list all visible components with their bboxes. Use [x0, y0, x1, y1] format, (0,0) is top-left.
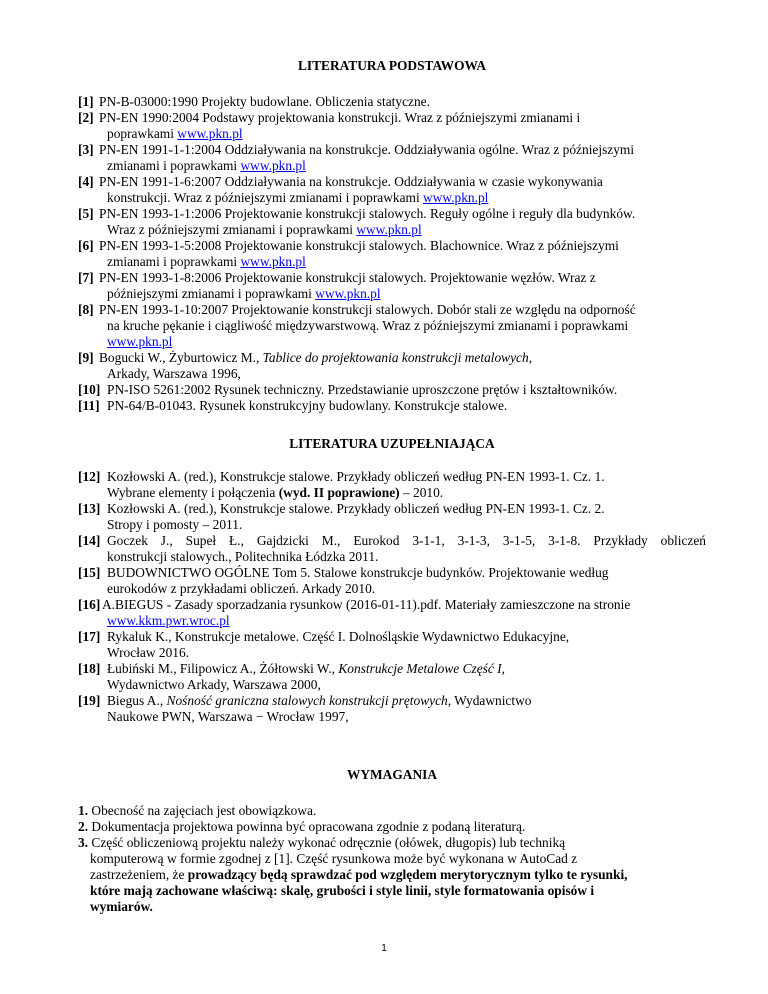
ref-text: zmianami i poprawkami [107, 158, 241, 173]
ref-number: [15] [78, 565, 101, 580]
req-emphasis: prowadzący będą sprawdzać pod względem merytorycznym tylko te rysunki, [187, 867, 628, 882]
ref-number: [1] [78, 94, 94, 109]
ref-text: późniejszymi zmianami i poprawkami [107, 286, 316, 301]
pkn-link[interactable]: www.pkn.pl [177, 126, 243, 141]
req-emphasis: które mają zachowane właściwą: skalę, grubości i style linii, style formatowania opisów i [90, 883, 595, 898]
ref-text: Naukowe PWN, Warszawa − Wrocław 1997, [107, 709, 349, 724]
page-number: 1 [381, 943, 387, 954]
ref-text: Wydawnictwo [451, 693, 532, 708]
ref-text: PN-EN 1993-1-1:2006 Projektowanie konstrukcji stalowych. Reguły ogólne i reguły dla budynków. [99, 206, 636, 221]
req-emphasis: wymiarów. [90, 899, 153, 914]
ref-number: [18] [78, 661, 101, 676]
ref-text: Goczek J., Supeł Ł., Gajdzicki M., Eurokod 3-1-1, 3-1-3, 3-1-5, 3-1-8. Przykłady obliczeń [107, 533, 706, 548]
document-page [78, 58, 706, 915]
ref-text: konstrukcji stalowych., Politechnika Łódzka 2011. [107, 549, 379, 564]
ref-number: [19] [78, 693, 101, 708]
ref-number: [2] [78, 110, 94, 125]
ref-number: [13] [78, 501, 101, 516]
list-item [78, 94, 706, 110]
ref-number: [8] [78, 302, 94, 317]
list-item [78, 629, 706, 661]
list-item [78, 174, 706, 206]
requirements-list [78, 803, 706, 915]
ref-number: [6] [78, 238, 94, 253]
ref-text: – 2010. [399, 485, 444, 500]
pkn-link[interactable]: www.pkn.pl [315, 286, 381, 301]
list-item [78, 819, 706, 835]
req-number: 1. [78, 803, 89, 818]
pkn-link[interactable]: www.pkn.pl [240, 254, 306, 269]
ref-text: Rykaluk K., Konstrukcje metalowe. Część I. Dolnośląskie Wydawnictwo Edukacyjne, [107, 629, 570, 644]
ref-number: [14] [78, 533, 101, 548]
list-item [78, 565, 706, 597]
ref-text: PN-EN 1991-1-1:2004 Oddziaływania na konstrukcje. Oddziaływania ogólne. Wraz z późniejszymi [99, 142, 635, 157]
list-item [78, 597, 706, 629]
ref-text: Łubiński M., Filipowicz A., Żółtowski W., [107, 661, 339, 676]
ref-text: Kozłowski A. (red.), Konstrukcje stalowe. Przykłady obliczeń według PN-EN 1993-1. Cz. 1. [107, 469, 605, 484]
list-item [78, 469, 706, 501]
ref-text: PN-EN 1993-1-10:2007 Projektowanie konstrukcji stalowych. Dobór stali ze względu na odporność [99, 302, 636, 317]
ref-number: [17] [78, 629, 101, 644]
ref-text: Wraz z późniejszymi zmianami i poprawkami [107, 222, 357, 237]
list-item [78, 803, 706, 819]
ref-text: Kozłowski A. (red.), Konstrukcje stalowe. Przykłady obliczeń według PN-EN 1993-1. Cz. 2. [107, 501, 605, 516]
ref-text: A.BIEGUS - Zasady sporzadzania rysunkow (2016-01-11).pdf. Materiały zamieszczone na stronie [102, 597, 631, 612]
ref-text: eurokodów z przykładami obliczeń. Arkady 2010. [107, 581, 376, 596]
list-item [78, 533, 706, 565]
pkn-link[interactable]: www.pkn.pl [356, 222, 422, 237]
ref-text: Arkady, Warszawa 1996, [107, 366, 241, 381]
kkm-link[interactable]: www.kkm.pwr.wroc.pl [107, 613, 230, 628]
req-text: Obecność na zajęciach jest obowiązkowa. [88, 803, 317, 818]
list-item [78, 238, 706, 270]
ref-number: [10] [78, 382, 101, 397]
ref-text: PN-64/B-01043. Rysunek konstrukcyjny budowlany. Konstrukcje stalowe. [107, 398, 508, 413]
ref-text: PN-B-03000:1990 Projekty budowlane. Obliczenia statyczne. [99, 94, 430, 109]
req-number: 2. [78, 819, 89, 834]
ref-text: Wydawnictwo Arkady, Warszawa 2000, [107, 677, 321, 692]
basic-literature-list [78, 94, 706, 414]
ref-text: PN-ISO 5261:2002 Rysunek techniczny. Przedstawianie uproszczone prętów i kształtowników. [107, 382, 618, 397]
list-item [78, 206, 706, 238]
ref-text: Wybrane elementy i połączenia [107, 485, 279, 500]
ref-number: [5] [78, 206, 94, 221]
ref-number: [3] [78, 142, 94, 157]
ref-number: [9] [78, 350, 94, 365]
req-text: Część obliczeniową projektu należy wykonać odręcznie (ołówek, długopis) lub techniką [88, 835, 566, 850]
ref-text: konstrukcji. Wraz z późniejszymi zmianami i poprawkami [107, 190, 424, 205]
ref-text: PN-EN 1990:2004 Podstawy projektowania konstrukcji. Wraz z późniejszymi zmianami i [99, 110, 581, 125]
ref-number: [16] [78, 597, 101, 612]
ref-text: Wrocław 2016. [107, 645, 190, 660]
ref-text: Stropy i pomosty – 2011. [107, 517, 243, 532]
list-item [78, 835, 706, 915]
ref-number: [11] [78, 398, 100, 413]
section-heading-basic: LITERATURA PODSTAWOWA [297, 58, 487, 73]
list-item [78, 110, 706, 142]
ref-number: [4] [78, 174, 94, 189]
pkn-link[interactable]: www.pkn.pl [107, 334, 173, 349]
ref-emphasis: (wyd. II poprawione) [278, 485, 400, 500]
list-item [78, 142, 706, 174]
list-item [78, 661, 706, 693]
ref-text: PN-EN 1993-1-8:2006 Projektowanie konstrukcji stalowych. Projektowanie węzłów. Wraz z [99, 270, 596, 285]
extra-literature-list [78, 469, 706, 725]
list-item [78, 382, 706, 398]
section-heading-extra: LITERATURA UZUPEŁNIAJĄCA [289, 436, 495, 451]
ref-text: Biegus A., [107, 693, 167, 708]
ref-text: zmianami i poprawkami [107, 254, 241, 269]
ref-title: Konstrukcje Metalowe Część I, [338, 661, 505, 676]
req-text: Dokumentacja projektowa powinna być opracowana zgodnie z podaną literaturą. [88, 819, 526, 834]
ref-text: poprawkami [107, 126, 178, 141]
ref-number: [7] [78, 270, 94, 285]
ref-text: Bogucki W., Żyburtowicz M., [99, 350, 263, 365]
ref-title: Tablice do projektowania konstrukcji metalowych, [262, 350, 533, 365]
section-heading-requirements: WYMAGANIA [346, 767, 437, 782]
list-item [78, 270, 706, 302]
list-item [78, 398, 706, 414]
pkn-link[interactable]: www.pkn.pl [423, 190, 489, 205]
ref-title: Nośność graniczna stalowych konstrukcji prętowych, [166, 693, 452, 708]
list-item [78, 501, 706, 533]
req-number: 3. [78, 835, 89, 850]
ref-text: PN-EN 1991-1-6:2007 Oddziaływania na konstrukcje. Oddziaływania w czasie wykonywania [99, 174, 603, 189]
pkn-link[interactable]: www.pkn.pl [240, 158, 306, 173]
ref-text: na kruche pękanie i ciągliwość międzywarstwową. Wraz z późniejszymi zmianami i poprawkami [107, 318, 629, 333]
list-item [78, 350, 706, 382]
ref-text: BUDOWNICTWO OGÓLNE Tom 5. Stalowe konstrukcje budynków. Projektowanie według [107, 565, 609, 580]
list-item [78, 693, 706, 725]
ref-number: [12] [78, 469, 101, 484]
list-item [78, 302, 706, 350]
req-text: komputerową w formie zgodnej z [1]. Część rysunkowa może być wykonana w AutoCad z [90, 851, 578, 866]
ref-text: PN-EN 1993-1-5:2008 Projektowanie konstrukcji stalowych. Blachownice. Wraz z późniejszymi [99, 238, 619, 253]
req-text: zastrzeżeniem, że [90, 867, 188, 882]
